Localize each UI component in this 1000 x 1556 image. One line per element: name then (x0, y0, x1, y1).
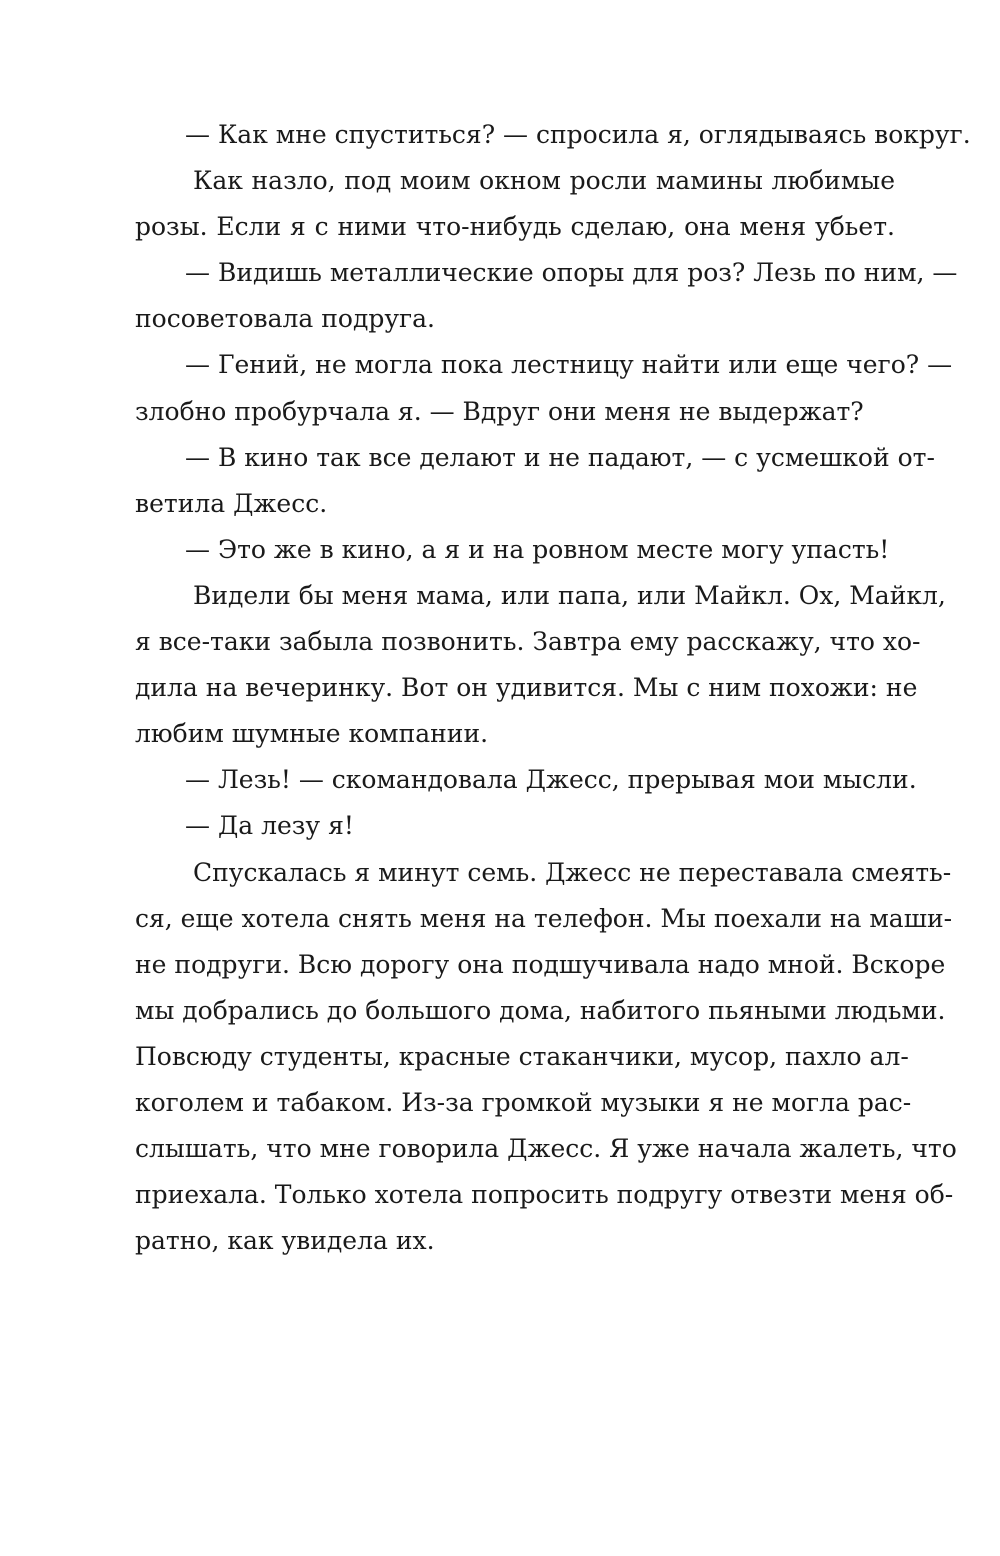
text-line: ся, еще хотела снять меня на телефон. Мы поехали на маши- (135, 903, 953, 933)
text-line: Спускалась я минут семь. Джесс не переставала смеять- (193, 857, 952, 887)
text-line: Видели бы меня мама, или папа, или Майкл. Ох, Майкл, (193, 580, 946, 610)
text-line: ратно, как увидела их. (135, 1226, 435, 1256)
text-line: посоветовала подруга. (135, 304, 435, 334)
text-line: дила на вечеринку. Вот он удивится. Мы с ним похожи: не (135, 673, 918, 703)
text-line: — Видишь металлические опоры для роз? Лезь по ним, — (185, 258, 958, 288)
text-line: Повсюду студенты, красные стаканчики, мусор, пахло ал- (135, 1041, 909, 1071)
text-line: я все-таки забыла позвонить. Завтра ему расскажу, что хо- (135, 627, 921, 657)
text-line: приехала. Только хотела попросить подругу отвезти меня об- (135, 1180, 954, 1210)
text-line: розы. Если я с ними что-нибудь сделаю, она меня убьет. (135, 212, 895, 242)
text-line: не подруги. Всю дорогу она подшучивала надо мной. Вскоре (135, 949, 946, 979)
text-line: — Как мне спуститься? — спросила я, оглядываясь вокруг. (185, 120, 971, 149)
page-text (135, 112, 971, 1264)
text-line: ветила Джесс. (135, 488, 328, 518)
text-line: — В кино так все делают и не падают, — с усмешкой от- (185, 442, 935, 472)
text-line: — Лезь! — скомандовала Джесс, прерывая мои мысли. (185, 765, 917, 795)
text-line: — Это же в кино, а я и на ровном месте могу упасть! (185, 534, 890, 564)
text-line: мы добрались до большого дома, набитого пьяными людьми. (135, 995, 946, 1025)
text-line: злобно пробурчала я. — Вдруг они меня не выдержат? (135, 396, 864, 426)
text-line: коголем и табаком. Из-за громкой музыки я не могла рас- (135, 1087, 912, 1117)
text-line: — Гений, не могла пока лестницу найти или еще чего? — (185, 350, 953, 380)
text-line: Как назло, под моим окном росли мамины любимые (193, 166, 895, 196)
text-line: — Да лезу я! (185, 811, 354, 841)
text-line: любим шумные компании. (135, 719, 489, 749)
text-line: слышать, что мне говорила Джесс. Я уже начала жалеть, что (135, 1134, 957, 1164)
